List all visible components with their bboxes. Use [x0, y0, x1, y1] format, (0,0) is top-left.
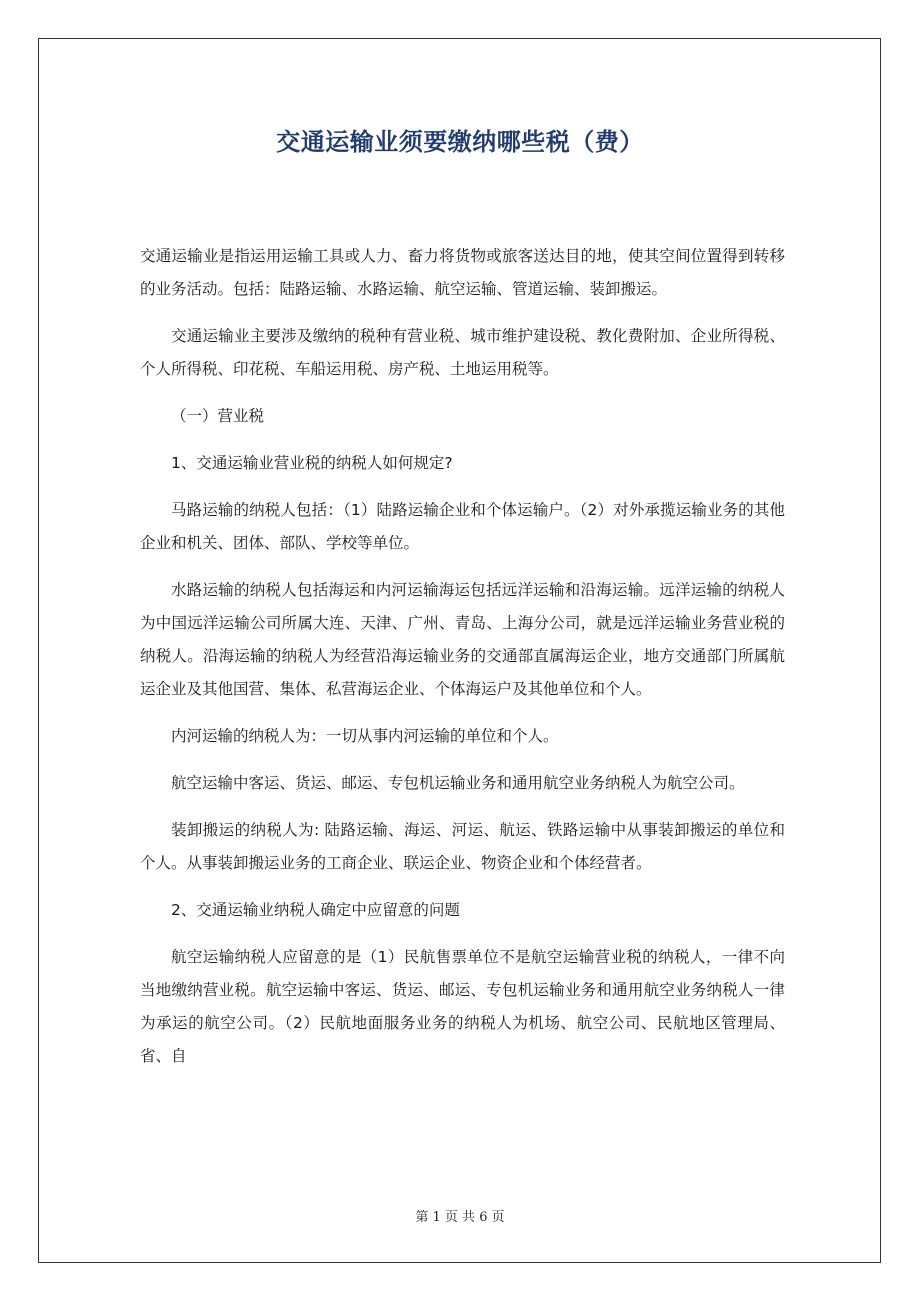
document-title: 交通运输业须要缴纳哪些税（费）: [276, 128, 644, 156]
paragraph-water-transport: 水路运输的纳税人包括海运和内河运输海运包括远洋运输和沿海运输。远洋运输的纳税人为中国远洋运输公司所属大连、天津、广州、青岛、上海分公司，就是远洋运输业务营业税的纳税人。沿海运输的纳税人为经营沿海运输业务的交通部直属海运企业，地方交通部门所属航运企业及其他国营、集体、私营海运企业、个体海运户及其他单位和个人。: [140, 581, 785, 698]
paragraph-tax-types: 交通运输业主要涉及缴纳的税种有营业税、城市维护建设税、教化费附加、企业所得税、个人所得税、印花税、车船运用税、房产税、土地运用税等。: [140, 327, 785, 378]
paragraph-road-transport: 马路运输的纳税人包括：（1）陆路运输企业和个体运输户。（2）对外承揽运输业务的其他企业和机关、团体、部队、学校等单位。: [140, 501, 785, 552]
subheading-taxpayer-issues: 2、交通运输业纳税人确定中应留意的问题: [171, 901, 460, 919]
paragraph-inland-river: 内河运输的纳税人为：一切从事内河运输的单位和个人。: [171, 727, 559, 745]
document-body: [140, 240, 785, 1087]
section-heading-business-tax: （一）营业税: [171, 407, 265, 425]
paragraph-air-taxpayer-notes: 航空运输纳税人应留意的是（1）民航售票单位不是航空运输营业税的纳税人，一律不向当地缴纳营业税。航空运输中客运、货运、邮运、专包机运输业务和通用航空业务纳税人一律为承运的航空公司。（2）民航地面服务业务的纳税人为机场、航空公司、民航地区管理局、省、自: [140, 948, 785, 1065]
paragraph-intro: 交通运输业是指运用运输工具或人力、畜力将货物或旅客送达目的地，使其空间位置得到转移的业务活动。包括：陆路运输、水路运输、航空运输、管道运输、装卸搬运。: [140, 247, 785, 298]
subheading-taxpayer-rules: 1、交通运输业营业税的纳税人如何规定?: [171, 454, 453, 472]
paragraph-air-transport: 航空运输中客运、货运、邮运、专包机运输业务和通用航空业务纳税人为航空公司。: [171, 774, 745, 792]
paragraph-loading-unloading: 装卸搬运的纳税人为: 陆路运输、海运、河运、航运、铁路运输中从事装卸搬运的单位和个人。从事装卸搬运业务的工商企业、联运企业、物资企业和个体经营者。: [140, 821, 785, 872]
page-number-footer: 第 1 页 共 6 页: [415, 1210, 505, 1225]
